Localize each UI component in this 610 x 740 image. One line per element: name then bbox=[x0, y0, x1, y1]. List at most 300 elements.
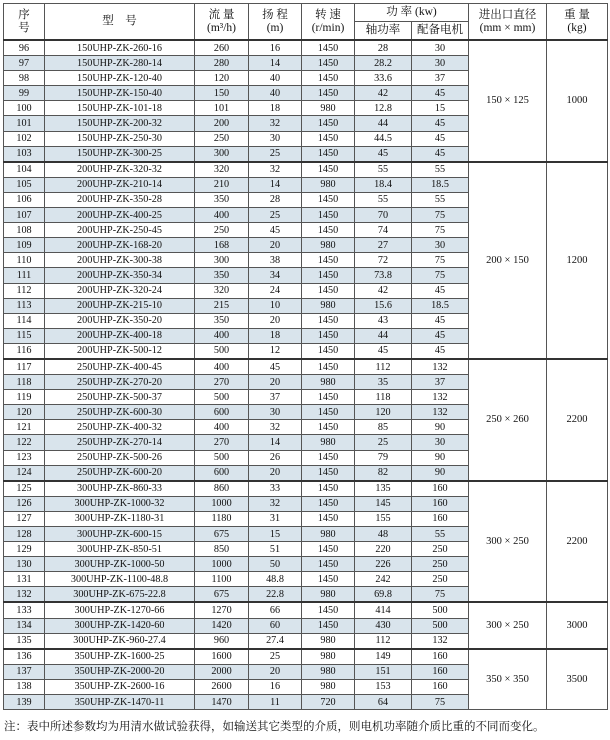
cell-flow: 600 bbox=[195, 465, 249, 481]
cell-shaft-power: 155 bbox=[355, 511, 412, 526]
cell-speed: 1450 bbox=[302, 465, 355, 481]
cell-model: 150UHP-ZK-150-40 bbox=[45, 86, 195, 101]
cell-motor-power: 90 bbox=[412, 420, 469, 435]
cell-flow: 280 bbox=[195, 56, 249, 71]
cell-shaft-power: 112 bbox=[355, 359, 412, 375]
cell-flow: 120 bbox=[195, 71, 249, 86]
col-model-label: 型 号 bbox=[102, 15, 137, 27]
cell-model: 300UHP-ZK-850-51 bbox=[45, 542, 195, 557]
cell-flow: 300 bbox=[195, 146, 249, 162]
cell-seq: 96 bbox=[4, 40, 45, 56]
cell-model: 200UHP-ZK-215-10 bbox=[45, 298, 195, 313]
cell-flow: 400 bbox=[195, 359, 249, 375]
cell-model: 250UHP-ZK-600-20 bbox=[45, 465, 195, 481]
cell-head: 51 bbox=[249, 542, 302, 557]
cell-speed: 1450 bbox=[302, 572, 355, 587]
cell-speed: 1450 bbox=[302, 313, 355, 328]
cell-shaft-power: 15.6 bbox=[355, 298, 412, 313]
cell-flow: 500 bbox=[195, 343, 249, 359]
cell-head: 30 bbox=[249, 405, 302, 420]
col-diameter bbox=[469, 4, 547, 41]
cell-weight: 3500 bbox=[547, 649, 608, 710]
table-row bbox=[4, 649, 608, 665]
cell-head: 12 bbox=[249, 343, 302, 359]
cell-model: 200UHP-ZK-400-25 bbox=[45, 208, 195, 223]
cell-flow: 600 bbox=[195, 405, 249, 420]
cell-flow: 300 bbox=[195, 253, 249, 268]
cell-seq: 130 bbox=[4, 557, 45, 572]
cell-head: 40 bbox=[249, 86, 302, 101]
cell-speed: 1450 bbox=[302, 253, 355, 268]
header-row-1 bbox=[4, 4, 608, 22]
cell-weight: 1200 bbox=[547, 162, 608, 359]
cell-speed: 1450 bbox=[302, 557, 355, 572]
cell-head: 20 bbox=[249, 313, 302, 328]
cell-shaft-power: 73.8 bbox=[355, 268, 412, 283]
cell-head: 37 bbox=[249, 390, 302, 405]
cell-head: 32 bbox=[249, 496, 302, 511]
cell-head: 18 bbox=[249, 101, 302, 116]
cell-motor-power: 30 bbox=[412, 40, 469, 56]
cell-speed: 1450 bbox=[302, 390, 355, 405]
cell-speed: 1450 bbox=[302, 511, 355, 526]
cell-seq: 113 bbox=[4, 298, 45, 313]
cell-seq: 115 bbox=[4, 328, 45, 343]
cell-model: 300UHP-ZK-600-15 bbox=[45, 527, 195, 542]
cell-seq: 103 bbox=[4, 146, 45, 162]
cell-motor-power: 37 bbox=[412, 71, 469, 86]
cell-model: 200UHP-ZK-320-32 bbox=[45, 162, 195, 178]
cell-speed: 980 bbox=[302, 664, 355, 679]
cell-head: 25 bbox=[249, 649, 302, 665]
cell-shaft-power: 226 bbox=[355, 557, 412, 572]
cell-model: 300UHP-ZK-1100-48.8 bbox=[45, 572, 195, 587]
cell-flow: 350 bbox=[195, 192, 249, 207]
cell-speed: 720 bbox=[302, 695, 355, 710]
cell-model: 300UHP-ZK-1180-31 bbox=[45, 511, 195, 526]
cell-flow: 1000 bbox=[195, 496, 249, 511]
cell-motor-power: 45 bbox=[412, 116, 469, 131]
cell-motor-power: 30 bbox=[412, 56, 469, 71]
cell-head: 20 bbox=[249, 664, 302, 679]
table-row bbox=[4, 359, 608, 375]
cell-seq: 111 bbox=[4, 268, 45, 283]
cell-model: 200UHP-ZK-500-12 bbox=[45, 343, 195, 359]
table-row bbox=[4, 40, 608, 56]
cell-seq: 112 bbox=[4, 283, 45, 298]
cell-motor-power: 30 bbox=[412, 435, 469, 450]
cell-motor-power: 160 bbox=[412, 511, 469, 526]
cell-speed: 1450 bbox=[302, 86, 355, 101]
cell-model: 150UHP-ZK-250-30 bbox=[45, 131, 195, 146]
cell-flow: 400 bbox=[195, 328, 249, 343]
cell-flow: 675 bbox=[195, 587, 249, 603]
cell-flow: 1180 bbox=[195, 511, 249, 526]
cell-model: 350UHP-ZK-2000-20 bbox=[45, 664, 195, 679]
cell-model: 350UHP-ZK-1470-11 bbox=[45, 695, 195, 710]
cell-flow: 500 bbox=[195, 390, 249, 405]
cell-seq: 124 bbox=[4, 465, 45, 481]
cell-head: 30 bbox=[249, 131, 302, 146]
cell-flow: 860 bbox=[195, 481, 249, 497]
cell-head: 15 bbox=[249, 527, 302, 542]
cell-flow: 2000 bbox=[195, 664, 249, 679]
cell-seq: 109 bbox=[4, 238, 45, 253]
cell-head: 11 bbox=[249, 695, 302, 710]
cell-model: 300UHP-ZK-1270-66 bbox=[45, 602, 195, 618]
cell-seq: 119 bbox=[4, 390, 45, 405]
cell-motor-power: 45 bbox=[412, 146, 469, 162]
cell-diameter: 350 × 350 bbox=[469, 649, 547, 710]
cell-flow: 350 bbox=[195, 268, 249, 283]
cell-motor-power: 90 bbox=[412, 450, 469, 465]
cell-head: 45 bbox=[249, 359, 302, 375]
cell-diameter: 300 × 250 bbox=[469, 602, 547, 648]
cell-flow: 1100 bbox=[195, 572, 249, 587]
cell-seq: 108 bbox=[4, 223, 45, 238]
cell-speed: 980 bbox=[302, 527, 355, 542]
cell-head: 16 bbox=[249, 40, 302, 56]
cell-seq: 123 bbox=[4, 450, 45, 465]
cell-shaft-power: 12.8 bbox=[355, 101, 412, 116]
table-group bbox=[4, 649, 608, 710]
cell-model: 300UHP-ZK-1000-50 bbox=[45, 557, 195, 572]
col-diameter-unit: (mm × mm) bbox=[479, 21, 536, 34]
cell-motor-power: 75 bbox=[412, 268, 469, 283]
cell-model: 200UHP-ZK-400-18 bbox=[45, 328, 195, 343]
cell-model: 200UHP-ZK-320-24 bbox=[45, 283, 195, 298]
cell-motor-power: 160 bbox=[412, 496, 469, 511]
cell-seq: 98 bbox=[4, 71, 45, 86]
cell-head: 20 bbox=[249, 375, 302, 390]
cell-flow: 270 bbox=[195, 375, 249, 390]
cell-flow: 320 bbox=[195, 283, 249, 298]
cell-speed: 1450 bbox=[302, 602, 355, 618]
cell-head: 18 bbox=[249, 328, 302, 343]
cell-speed: 1450 bbox=[302, 283, 355, 298]
cell-shaft-power: 25 bbox=[355, 435, 412, 450]
cell-flow: 850 bbox=[195, 542, 249, 557]
cell-shaft-power: 69.8 bbox=[355, 587, 412, 603]
cell-model: 300UHP-ZK-860-33 bbox=[45, 481, 195, 497]
cell-flow: 400 bbox=[195, 420, 249, 435]
footnote: 注：表中所述参数均为用清水做试验获得，如输送其它类型的介质，则电机功率随介质比重的不同而变化。 bbox=[4, 721, 545, 733]
cell-shaft-power: 18.4 bbox=[355, 177, 412, 192]
cell-model: 150UHP-ZK-200-32 bbox=[45, 116, 195, 131]
cell-seq: 137 bbox=[4, 664, 45, 679]
col-seq-label: 序 号 bbox=[18, 8, 30, 34]
cell-motor-power: 45 bbox=[412, 313, 469, 328]
cell-seq: 99 bbox=[4, 86, 45, 101]
cell-seq: 114 bbox=[4, 313, 45, 328]
cell-seq: 136 bbox=[4, 649, 45, 665]
cell-head: 26 bbox=[249, 450, 302, 465]
col-model bbox=[45, 4, 195, 41]
cell-flow: 101 bbox=[195, 101, 249, 116]
cell-diameter: 150 × 125 bbox=[469, 40, 547, 162]
cell-motor-power: 55 bbox=[412, 192, 469, 207]
cell-speed: 1450 bbox=[302, 328, 355, 343]
cell-model: 150UHP-ZK-101-18 bbox=[45, 101, 195, 116]
table-group bbox=[4, 602, 608, 648]
cell-motor-power: 18.5 bbox=[412, 298, 469, 313]
cell-flow: 215 bbox=[195, 298, 249, 313]
cell-speed: 980 bbox=[302, 633, 355, 649]
col-seq bbox=[4, 4, 45, 41]
cell-speed: 1450 bbox=[302, 496, 355, 511]
col-speed bbox=[302, 4, 355, 41]
cell-seq: 102 bbox=[4, 131, 45, 146]
col-power-label: 功 率 (kw) bbox=[386, 6, 437, 18]
cell-head: 16 bbox=[249, 679, 302, 694]
cell-shaft-power: 118 bbox=[355, 390, 412, 405]
cell-motor-power: 45 bbox=[412, 131, 469, 146]
cell-flow: 2600 bbox=[195, 679, 249, 694]
table-group bbox=[4, 40, 608, 162]
cell-head: 10 bbox=[249, 298, 302, 313]
cell-seq: 139 bbox=[4, 695, 45, 710]
cell-speed: 1450 bbox=[302, 405, 355, 420]
cell-motor-power: 55 bbox=[412, 527, 469, 542]
cell-shaft-power: 85 bbox=[355, 420, 412, 435]
col-head-unit: (m) bbox=[266, 21, 284, 34]
cell-motor-power: 45 bbox=[412, 343, 469, 359]
cell-seq: 107 bbox=[4, 208, 45, 223]
cell-speed: 1450 bbox=[302, 162, 355, 178]
cell-speed: 1450 bbox=[302, 359, 355, 375]
cell-speed: 1450 bbox=[302, 71, 355, 86]
cell-model: 150UHP-ZK-300-25 bbox=[45, 146, 195, 162]
cell-speed: 980 bbox=[302, 177, 355, 192]
cell-shaft-power: 430 bbox=[355, 618, 412, 633]
cell-shaft-power: 33.6 bbox=[355, 71, 412, 86]
cell-shaft-power: 42 bbox=[355, 283, 412, 298]
cell-speed: 980 bbox=[302, 375, 355, 390]
cell-motor-power: 160 bbox=[412, 481, 469, 497]
cell-flow: 675 bbox=[195, 527, 249, 542]
cell-model: 250UHP-ZK-270-14 bbox=[45, 435, 195, 450]
cell-motor-power: 45 bbox=[412, 86, 469, 101]
cell-speed: 980 bbox=[302, 298, 355, 313]
cell-flow: 200 bbox=[195, 116, 249, 131]
table-row bbox=[4, 162, 608, 178]
cell-motor-power: 132 bbox=[412, 359, 469, 375]
cell-seq: 128 bbox=[4, 527, 45, 542]
cell-motor-power: 250 bbox=[412, 542, 469, 557]
cell-flow: 150 bbox=[195, 86, 249, 101]
cell-head: 32 bbox=[249, 116, 302, 131]
cell-seq: 132 bbox=[4, 587, 45, 603]
cell-model: 300UHP-ZK-1000-32 bbox=[45, 496, 195, 511]
cell-motor-power: 75 bbox=[412, 208, 469, 223]
cell-model: 300UHP-ZK-1420-60 bbox=[45, 618, 195, 633]
cell-model: 200UHP-ZK-210-14 bbox=[45, 177, 195, 192]
cell-flow: 320 bbox=[195, 162, 249, 178]
cell-model: 200UHP-ZK-350-20 bbox=[45, 313, 195, 328]
cell-speed: 1450 bbox=[302, 56, 355, 71]
cell-shaft-power: 44 bbox=[355, 328, 412, 343]
cell-head: 48.8 bbox=[249, 572, 302, 587]
cell-motor-power: 250 bbox=[412, 557, 469, 572]
cell-shaft-power: 43 bbox=[355, 313, 412, 328]
col-flow bbox=[195, 4, 249, 41]
col-weight-label: 重 量 bbox=[564, 8, 590, 21]
cell-shaft-power: 74 bbox=[355, 223, 412, 238]
cell-model: 350UHP-ZK-2600-16 bbox=[45, 679, 195, 694]
cell-motor-power: 500 bbox=[412, 602, 469, 618]
cell-seq: 133 bbox=[4, 602, 45, 618]
col-flow-unit: (m³/h) bbox=[207, 21, 236, 34]
table-row bbox=[4, 602, 608, 618]
cell-model: 200UHP-ZK-168-20 bbox=[45, 238, 195, 253]
cell-head: 20 bbox=[249, 238, 302, 253]
cell-motor-power: 18.5 bbox=[412, 177, 469, 192]
cell-shaft-power: 135 bbox=[355, 481, 412, 497]
cell-shaft-power: 45 bbox=[355, 343, 412, 359]
cell-flow: 1470 bbox=[195, 695, 249, 710]
cell-motor-power: 75 bbox=[412, 587, 469, 603]
cell-seq: 122 bbox=[4, 435, 45, 450]
cell-motor-power: 132 bbox=[412, 633, 469, 649]
cell-shaft-power: 28 bbox=[355, 40, 412, 56]
cell-motor-power: 75 bbox=[412, 253, 469, 268]
col-head bbox=[249, 4, 302, 41]
cell-motor-power: 132 bbox=[412, 390, 469, 405]
cell-shaft-power: 28.2 bbox=[355, 56, 412, 71]
cell-motor-power: 160 bbox=[412, 649, 469, 665]
cell-shaft-power: 242 bbox=[355, 572, 412, 587]
cell-seq: 105 bbox=[4, 177, 45, 192]
cell-motor-power: 132 bbox=[412, 405, 469, 420]
cell-shaft-power: 414 bbox=[355, 602, 412, 618]
cell-shaft-power: 35 bbox=[355, 375, 412, 390]
cell-head: 14 bbox=[249, 56, 302, 71]
cell-model: 350UHP-ZK-1600-25 bbox=[45, 649, 195, 665]
cell-weight: 2200 bbox=[547, 359, 608, 481]
cell-flow: 260 bbox=[195, 40, 249, 56]
cell-diameter: 250 × 260 bbox=[469, 359, 547, 481]
cell-flow: 1000 bbox=[195, 557, 249, 572]
cell-seq: 129 bbox=[4, 542, 45, 557]
cell-head: 45 bbox=[249, 223, 302, 238]
cell-model: 150UHP-ZK-280-14 bbox=[45, 56, 195, 71]
cell-shaft-power: 79 bbox=[355, 450, 412, 465]
cell-seq: 120 bbox=[4, 405, 45, 420]
cell-model: 250UHP-ZK-270-20 bbox=[45, 375, 195, 390]
cell-seq: 116 bbox=[4, 343, 45, 359]
cell-model: 200UHP-ZK-350-34 bbox=[45, 268, 195, 283]
cell-motor-power: 75 bbox=[412, 695, 469, 710]
cell-motor-power: 15 bbox=[412, 101, 469, 116]
table-group bbox=[4, 481, 608, 603]
cell-shaft-power: 70 bbox=[355, 208, 412, 223]
cell-motor-power: 55 bbox=[412, 162, 469, 178]
cell-model: 200UHP-ZK-250-45 bbox=[45, 223, 195, 238]
cell-seq: 127 bbox=[4, 511, 45, 526]
cell-head: 14 bbox=[249, 177, 302, 192]
cell-seq: 117 bbox=[4, 359, 45, 375]
col-flow-label: 流 量 bbox=[208, 8, 235, 21]
cell-motor-power: 250 bbox=[412, 572, 469, 587]
col-power bbox=[355, 4, 469, 22]
cell-shaft-power: 42 bbox=[355, 86, 412, 101]
cell-flow: 960 bbox=[195, 633, 249, 649]
cell-head: 50 bbox=[249, 557, 302, 572]
cell-seq: 106 bbox=[4, 192, 45, 207]
cell-speed: 1450 bbox=[302, 450, 355, 465]
cell-model: 250UHP-ZK-400-32 bbox=[45, 420, 195, 435]
cell-weight: 2200 bbox=[547, 481, 608, 603]
cell-speed: 1450 bbox=[302, 40, 355, 56]
cell-shaft-power: 44.5 bbox=[355, 131, 412, 146]
cell-motor-power: 37 bbox=[412, 375, 469, 390]
cell-speed: 980 bbox=[302, 649, 355, 665]
cell-seq: 97 bbox=[4, 56, 45, 71]
cell-seq: 101 bbox=[4, 116, 45, 131]
pump-spec-table bbox=[3, 3, 608, 710]
cell-model: 200UHP-ZK-300-38 bbox=[45, 253, 195, 268]
cell-shaft-power: 64 bbox=[355, 695, 412, 710]
cell-head: 66 bbox=[249, 602, 302, 618]
cell-flow: 1420 bbox=[195, 618, 249, 633]
cell-seq: 134 bbox=[4, 618, 45, 633]
cell-model: 150UHP-ZK-120-40 bbox=[45, 71, 195, 86]
cell-flow: 1600 bbox=[195, 649, 249, 665]
cell-shaft-power: 44 bbox=[355, 116, 412, 131]
cell-head: 33 bbox=[249, 481, 302, 497]
cell-weight: 1000 bbox=[547, 40, 608, 162]
cell-model: 300UHP-ZK-960-27.4 bbox=[45, 633, 195, 649]
cell-speed: 1450 bbox=[302, 146, 355, 162]
table-group bbox=[4, 359, 608, 481]
cell-seq: 131 bbox=[4, 572, 45, 587]
cell-seq: 126 bbox=[4, 496, 45, 511]
cell-speed: 1450 bbox=[302, 116, 355, 131]
cell-head: 25 bbox=[249, 146, 302, 162]
cell-shaft-power: 145 bbox=[355, 496, 412, 511]
cell-seq: 100 bbox=[4, 101, 45, 116]
cell-speed: 1450 bbox=[302, 420, 355, 435]
cell-flow: 1270 bbox=[195, 602, 249, 618]
cell-model: 250UHP-ZK-400-45 bbox=[45, 359, 195, 375]
cell-shaft-power: 45 bbox=[355, 146, 412, 162]
cell-head: 60 bbox=[249, 618, 302, 633]
cell-model: 200UHP-ZK-350-28 bbox=[45, 192, 195, 207]
cell-shaft-power: 120 bbox=[355, 405, 412, 420]
cell-seq: 104 bbox=[4, 162, 45, 178]
cell-model: 250UHP-ZK-500-26 bbox=[45, 450, 195, 465]
cell-head: 27.4 bbox=[249, 633, 302, 649]
cell-motor-power: 160 bbox=[412, 664, 469, 679]
cell-speed: 1450 bbox=[302, 131, 355, 146]
cell-head: 32 bbox=[249, 420, 302, 435]
cell-motor-power: 75 bbox=[412, 223, 469, 238]
cell-flow: 168 bbox=[195, 238, 249, 253]
cell-seq: 138 bbox=[4, 679, 45, 694]
cell-head: 34 bbox=[249, 268, 302, 283]
cell-motor-power: 30 bbox=[412, 238, 469, 253]
cell-speed: 1450 bbox=[302, 192, 355, 207]
col-weight-unit: (kg) bbox=[567, 21, 587, 34]
cell-head: 22.8 bbox=[249, 587, 302, 603]
cell-model: 300UHP-ZK-675-22.8 bbox=[45, 587, 195, 603]
cell-head: 28 bbox=[249, 192, 302, 207]
cell-seq: 121 bbox=[4, 420, 45, 435]
cell-head: 25 bbox=[249, 208, 302, 223]
cell-head: 24 bbox=[249, 283, 302, 298]
cell-speed: 1450 bbox=[302, 268, 355, 283]
cell-shaft-power: 27 bbox=[355, 238, 412, 253]
